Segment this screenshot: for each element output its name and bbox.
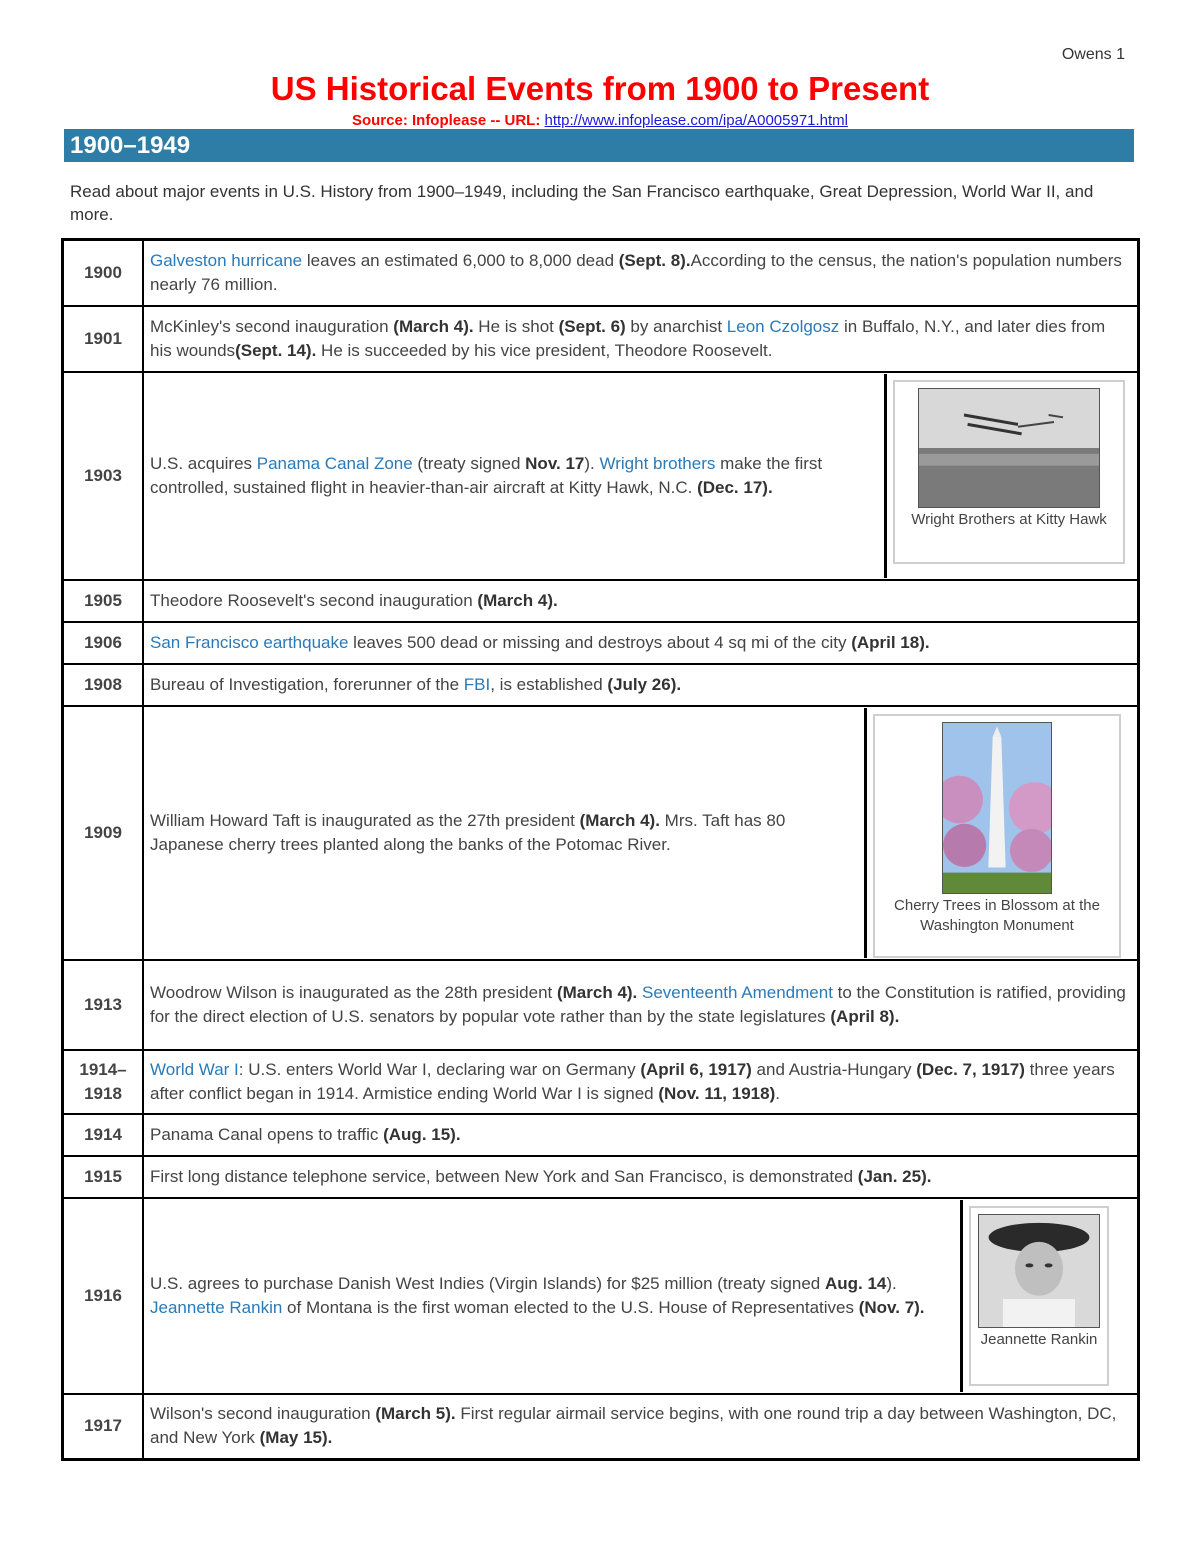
event-text: ).: [886, 1273, 897, 1293]
event-date: (Nov. 7).: [858, 1297, 925, 1317]
event-text: First long distance telephone service, between New York and San Francisco, is demonstrated: [150, 1166, 858, 1186]
event-row: [63, 664, 1139, 706]
event-text: Woodrow Wilson is inaugurated as the 28th president: [150, 982, 557, 1002]
event-year: 1900: [63, 240, 144, 306]
source-prefix: Source: Infoplease -- URL:: [351, 112, 545, 129]
event-date: (Sept. 6): [558, 316, 626, 336]
event-row: [63, 960, 1139, 1050]
event-description: [143, 1394, 1139, 1460]
figure-cell: [884, 374, 1137, 578]
figure: [893, 380, 1125, 564]
event-description: [143, 1198, 1139, 1394]
event-text: ).: [584, 453, 600, 473]
event-row: [63, 1198, 1139, 1394]
event-year: 1914: [63, 1114, 144, 1156]
event-text: to the Constitution is ratified, providing for the direct election of U.S. senators by popular vote rather than by the state legislatures: [150, 982, 1126, 1026]
event-date: (April 8).: [830, 1006, 900, 1026]
monument-photo: [942, 722, 1052, 894]
event-date: (Sept. 8).: [618, 250, 691, 270]
figure-caption: Wright Brothers at Kitty Hawk: [911, 510, 1107, 528]
source-url-link[interactable]: http://www.infoplease.com/ipa/A0005971.html: [544, 112, 849, 129]
event-text: of Montana is the first woman elected to the U.S. House of Representatives: [282, 1297, 859, 1317]
event-text: (treaty signed: [412, 453, 526, 473]
figure: [873, 714, 1121, 958]
event-date: (April 18).: [851, 632, 930, 652]
event-date: Nov. 17: [525, 453, 585, 473]
event-text: and Austria-Hungary: [751, 1059, 917, 1079]
event-year: 1913: [63, 960, 144, 1050]
figure-caption: Jeannette Rankin: [980, 1330, 1098, 1348]
event-date: (March 4).: [556, 982, 638, 1002]
event-row: [63, 706, 1139, 960]
event-link[interactable]: FBI: [463, 674, 491, 694]
event-text: Wilson's second inauguration: [150, 1404, 376, 1424]
events-table: [61, 238, 1140, 1461]
event-description: [143, 1156, 1139, 1198]
event-year: 1909: [63, 706, 144, 960]
event-date: (Aug. 15).: [383, 1124, 461, 1144]
event-text: First regular airmail service begins, with one round trip a day between Washington, DC, and New York: [150, 1404, 1117, 1448]
event-text: leaves 500 dead or missing and destroys about 4 sq mi of the city: [348, 632, 852, 652]
event-text: Bureau of Investigation, forerunner of the: [150, 674, 464, 694]
event-description: [143, 1050, 1139, 1114]
event-link[interactable]: Seventeenth Amendment: [642, 982, 833, 1002]
event-description: [143, 706, 1139, 960]
figure-cell: [864, 708, 1137, 958]
section-heading: 1900–1949: [64, 129, 1134, 162]
event-text: in Buffalo, N.Y., and later dies from his wounds: [150, 316, 1106, 360]
event-date: (Dec. 7, 1917): [916, 1059, 1025, 1079]
event-description: [143, 960, 1139, 1050]
event-text: three years after conflict began in 1914. Armistice ending World War I is signed: [150, 1059, 1115, 1103]
event-description: [143, 240, 1139, 306]
event-description: [143, 372, 1139, 580]
source-line: [0, 112, 1200, 129]
event-text: make the first controlled, sustained flight in heavier-than-air aircraft at Kitty Hawk, N.C.: [150, 453, 823, 497]
event-year: 1917: [63, 1394, 144, 1460]
event-date: (Dec. 17).: [697, 477, 773, 497]
event-text: Panama Canal opens to traffic: [150, 1124, 384, 1144]
event-date: (May 15).: [259, 1428, 333, 1448]
event-text: He is shot: [473, 316, 559, 336]
event-row: [63, 580, 1139, 622]
event-date: (Nov. 11, 1918): [658, 1083, 776, 1103]
event-date: Aug. 14: [824, 1273, 887, 1293]
event-text: Mrs. Taft has 80 Japanese cherry trees planted along the banks of the Potomac River.: [150, 810, 786, 854]
event-date: (April 6, 1917): [640, 1059, 752, 1079]
event-year: 1908: [63, 664, 144, 706]
page-title: US Historical Events from 1900 to Present: [270, 70, 930, 107]
event-year: 1905: [63, 580, 144, 622]
event-row: [63, 372, 1139, 580]
event-link[interactable]: World War I: [150, 1059, 239, 1079]
event-link[interactable]: Wright brothers: [599, 453, 716, 473]
event-text: leaves an estimated 6,000 to 8,000 dead: [302, 250, 619, 270]
event-link[interactable]: San Francisco earthquake: [150, 632, 349, 652]
figure-cell: [960, 1200, 1137, 1392]
event-year: 1903: [63, 372, 144, 580]
event-text: by anarchist: [625, 316, 727, 336]
event-text: U.S. agrees to purchase Danish West Indies (Virgin Islands) for $25 million (treaty signed: [150, 1273, 825, 1293]
event-year: 1906: [63, 622, 144, 664]
event-text: .: [775, 1083, 780, 1103]
event-text: According to the census, the nation's population numbers nearly 76 million.: [150, 250, 1122, 294]
event-row: [63, 1156, 1139, 1198]
event-row: [63, 1050, 1139, 1114]
event-year: 1914– 1918: [63, 1050, 144, 1114]
event-date: (March 4).: [393, 316, 474, 336]
event-text: U.S. acquires: [150, 453, 257, 473]
airplane-photo: [918, 388, 1100, 508]
figure-caption: Cherry Trees in Blossom at the Washington Monument: [894, 896, 1100, 934]
event-description: [143, 622, 1139, 664]
event-text: McKinley's second inauguration: [150, 316, 394, 336]
event-date: (Jan. 25).: [857, 1166, 932, 1186]
event-year: 1901: [63, 306, 144, 372]
figure: [969, 1206, 1109, 1386]
event-date: (March 5).: [375, 1404, 456, 1424]
event-date: (July 26).: [607, 674, 682, 694]
portrait-photo: [978, 1214, 1100, 1328]
event-link[interactable]: Leon Czolgosz: [726, 316, 840, 336]
event-row: [63, 622, 1139, 664]
event-row: [63, 1394, 1139, 1460]
event-row: [63, 306, 1139, 372]
event-link[interactable]: Jeannette Rankin: [150, 1297, 283, 1317]
event-text: William Howard Taft is inaugurated as the 27th president: [150, 810, 580, 830]
event-date: (March 4).: [579, 810, 660, 830]
event-row: [63, 1114, 1139, 1156]
event-description: [143, 1114, 1139, 1156]
section-intro: Read about major events in U.S. History from 1900–1949, including the San Francisco earthquake, Great Depression, World War II, and more.: [70, 182, 1094, 224]
event-link[interactable]: Panama Canal Zone: [256, 453, 413, 473]
event-text: : U.S. enters World War I, declaring war on Germany: [238, 1059, 641, 1079]
event-date: (March 4).: [477, 590, 558, 610]
event-text: Theodore Roosevelt's second inauguration: [150, 590, 478, 610]
event-row: [63, 240, 1139, 306]
event-description: [143, 580, 1139, 622]
event-date: (Sept. 14).: [235, 340, 317, 360]
event-description: [143, 664, 1139, 706]
page-number-header: Owens 1: [1061, 46, 1125, 63]
event-text: , is established: [490, 674, 608, 694]
event-year: 1916: [63, 1198, 144, 1394]
event-text: He is succeeded by his vice president, Theodore Roosevelt.: [316, 340, 773, 360]
event-description: [143, 306, 1139, 372]
event-link[interactable]: Galveston hurricane: [150, 250, 303, 270]
event-year: 1915: [63, 1156, 144, 1198]
